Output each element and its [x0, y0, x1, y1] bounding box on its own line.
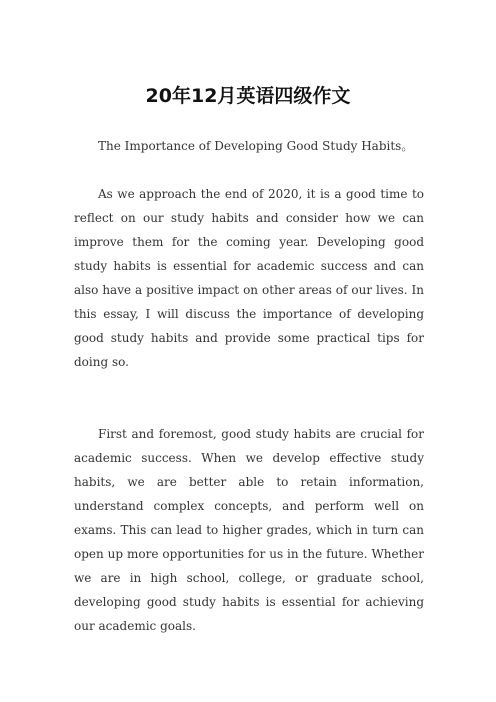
paragraph-1: As we approach the end of 2020, it is a good time to reflect on our study habits and consider how we can improve them for the coming year. Developing good study habits is essential for academic success and can also have a positive impact on other areas of our lives. In this essay, I will discuss the importance of developing good study habits and provide some practical tips for doing so.: [74, 187, 424, 369]
paragraph-2: First and foremost, good study habits are crucial for academic success. When we develop effective study habits, we are better able to retain information, understand complex concepts, and perform well on exams. This can lead to higher grades, which in turn can open up more opportunities for us in the future. Whether we are in high school, college, or graduate school, developing good study habits is essential for achieving our academic goals.: [74, 427, 424, 633]
essay-title: The Importance of Developing Good Study Habits。: [98, 139, 414, 153]
document-title: 20年12月英语四级作文: [145, 85, 351, 107]
